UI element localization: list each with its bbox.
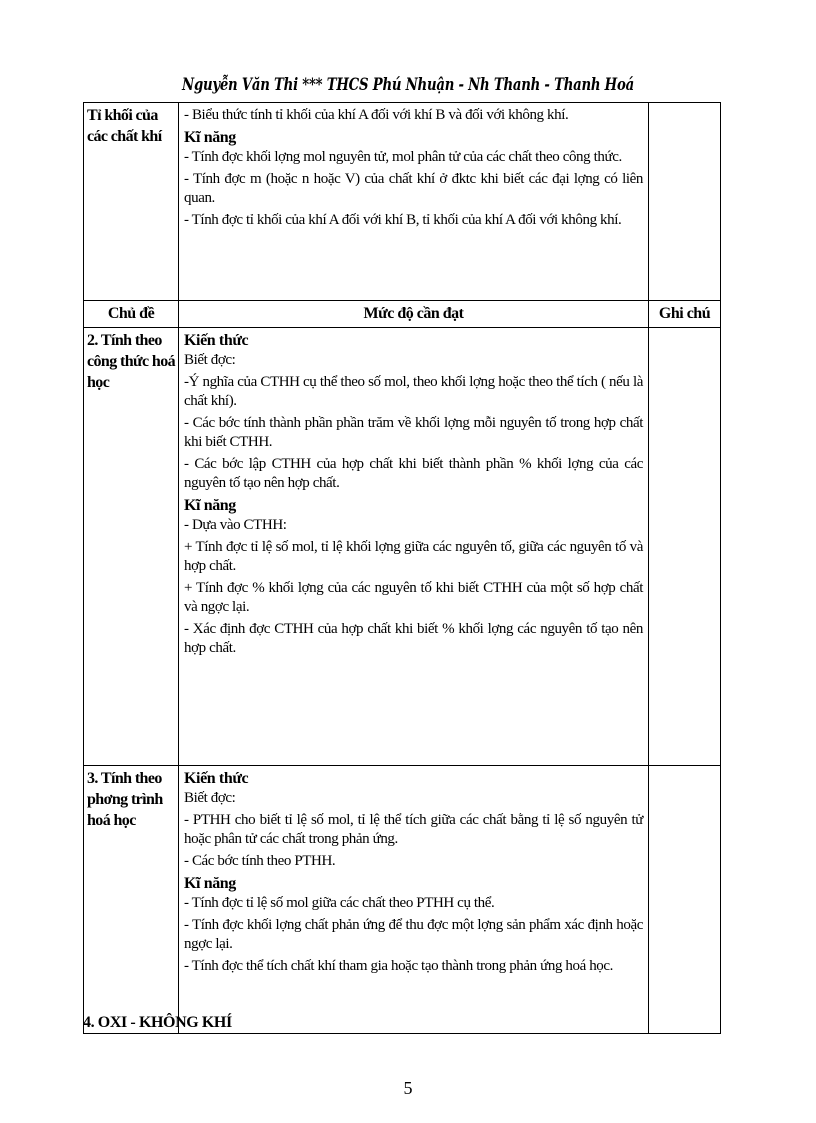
table-row: [84, 328, 721, 766]
subheading-skills: Kĩ năng: [184, 129, 236, 146]
content-cell: [179, 766, 649, 1034]
content-line: -Ý nghĩa của CTHH cụ thể theo số mol, theo khối lợng hoặc theo thể tích ( nếu là chất khí).: [184, 374, 643, 409]
topic-cell: 3. Tính theo phơng trình hoá học: [84, 766, 179, 1034]
content-line: - PTHH cho biết tỉ lệ số mol, tỉ lệ thể tích giữa các chất bằng tỉ lệ số nguyên tử hoặc phân tử các chất trong phản ứng.: [184, 812, 643, 847]
content-line: - Tính đợc khối lợng mol nguyên tử, mol phân tử của các chất theo công thức.: [184, 149, 622, 165]
subheading-knowledge: Kiến thức: [184, 770, 249, 787]
content-line: - Các bớc tính thành phần phần trăm về khối lợng mỗi nguyên tố trong hợp chất khi biết CTHH.: [184, 415, 643, 450]
content-line: Biết đợc:: [184, 352, 236, 368]
content-line: - Xác định đợc CTHH của hợp chất khi biết % khối lợng các nguyên tố tạo nên hợp chất.: [184, 621, 643, 656]
topic-cell: 2. Tính theo công thức hoá học: [84, 328, 179, 766]
content-line: - Tính đợc thể tích chất khí tham gia hoặc tạo thành trong phản ứng hoá học.: [184, 958, 614, 974]
content-line: - Các bớc tính theo PTHH.: [184, 853, 336, 869]
content-cell: [179, 103, 649, 301]
note-cell: [649, 328, 721, 766]
section-title: 4. OXI - KHÔNG KHÍ: [83, 1014, 232, 1031]
curriculum-table: [83, 102, 721, 1034]
content-line: - Tính đợc khối lợng chất phản ứng để thu đợc một lợng sản phẩm xác định hoặc ngợc lại.: [184, 917, 643, 952]
content-line: - Tính đợc m (hoặc n hoặc V) của chất khí ở đktc khi biết các đại lợng có liên quan.: [184, 171, 643, 206]
content-line: Biết đợc:: [184, 790, 236, 806]
content-cell: [179, 328, 649, 766]
content-line: - Dựa vào CTHH:: [184, 517, 287, 533]
content-line: + Tính đợc % khối lợng của các nguyên tố khi biết CTHH của một số hợp chất và ngợc lại.: [184, 580, 643, 615]
table-row: [84, 103, 721, 301]
column-header-row: [84, 301, 721, 328]
subheading-knowledge: Kiến thức: [184, 332, 249, 349]
page-number: 5: [403, 1078, 413, 1098]
column-header-level: Mức độ cần đạt: [179, 301, 649, 328]
subheading-skills: Kĩ năng: [184, 497, 236, 514]
subheading-skills: Kĩ năng: [184, 875, 236, 892]
column-header-topic: Chủ đề: [84, 301, 179, 328]
content-line: - Tính đợc tỉ khối của khí A đối với khí B, tỉ khối của khí A đối với không khí.: [184, 212, 622, 228]
content-line: + Tính đợc tỉ lệ số mol, tỉ lệ khối lợng giữa các nguyên tố, giữa các nguyên tố và hợp chất.: [184, 539, 643, 574]
note-cell: [649, 766, 721, 1034]
page-header: Nguyễn Văn Thi *** THCS Phú Nhuận - Nh Thanh - Thanh Hoá: [182, 75, 634, 95]
topic-cell: Tỉ khối của các chất khí: [84, 103, 179, 301]
content-line: - Biểu thức tính tỉ khối của khí A đối với khí B và đối với không khí.: [184, 107, 569, 123]
note-cell: [649, 103, 721, 301]
content-line: - Các bớc lập CTHH của hợp chất khi biết thành phần % khối lợng của các nguyên tố tạo nên hợp chất.: [184, 456, 643, 491]
column-header-note: Ghi chú: [649, 301, 721, 328]
table-row: [84, 766, 721, 1034]
content-line: - Tính đợc tỉ lệ số mol giữa các chất theo PTHH cụ thể.: [184, 895, 495, 911]
